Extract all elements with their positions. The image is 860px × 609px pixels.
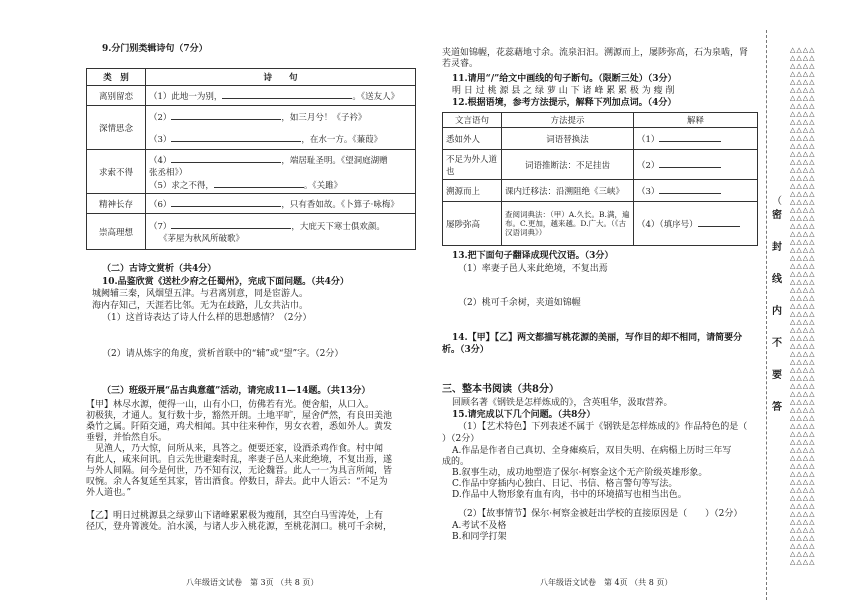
- q12-title: 12.根据语境，参考方法提示，解释下列加点词。（4分）: [452, 98, 677, 108]
- poem-line-1: 城阙辅三秦，风烟望五津。与君离别意，同是宦游人。: [92, 289, 309, 299]
- q13-title: 13.把下面句子翻译成现代汉语。（3分）: [452, 251, 614, 261]
- footer-left: 八年级语文试卷 第 3页 （共 8 页）: [186, 578, 319, 587]
- q11-title: 11.请用“/”给文中画线的句子断句。（限断三处）（3分）: [452, 74, 677, 84]
- category-cell: 离别留恋: [87, 86, 146, 106]
- q10-title: 10.品鉴欣赏《送杜少府之任蜀州》，完成下面问题。（共4分）: [102, 277, 349, 287]
- table-cell: 悉如外人: [443, 128, 502, 150]
- footer-right: 八年级语文试卷 第 4页 （共 8 页）: [540, 578, 673, 587]
- table-cell: （2）: [634, 150, 758, 180]
- poem-line-2: 海内存知己，天涯若比邻。无为在歧路，儿女共沾巾。: [92, 301, 309, 311]
- q9-title: 9.分门别类辑诗句（7分）: [102, 44, 208, 54]
- answer-blank[interactable]: [659, 158, 721, 168]
- q11-text: 明 日 过 桃 源 县 之 绿 萝 山 下 诸 峰 累 累 极 为 瘦 削: [452, 86, 675, 96]
- col-header: 解释: [634, 113, 758, 128]
- q14-title-cont: 析。（3分）: [442, 345, 489, 355]
- jia-passage: 【甲】林尽水源，便得一山，山有小口，仿佛若有光。便舍船，从口入。 初极狭，才通人。复行数十步，豁然开朗。土地平旷，屋舍俨然，有良田美池 桑竹之属。阡陌交通，鸡犬相闻。其中往来种作，男女衣着，悉如外人。黄发 垂髫，并怡然自乐。 见渔人，乃大惊，问所从来，具答之。便要还家，设酒杀鸡作食。村中闻 有此人，咸来问讯。自云先世避秦时乱，率妻子邑人来此绝境，不复出焉，遂 与外人间隔。问今是何世，乃不知有汉，无论魏晋。此人一一为具言所闻，皆 叹惋。余人各复延至其家，皆出酒食。停数日，辞去。此中人语云：“不足为 外人道也。”: [86, 400, 393, 498]
- table-cell: （1）: [634, 128, 758, 150]
- category-cell: 求索不得: [87, 150, 146, 194]
- q13-1: （1）率妻子邑人来此绝境，不复出焉: [458, 264, 608, 274]
- poem-cell: （7） ，大庇天下寒士俱欢颜。 《茅屋为秋风所破歌》: [146, 214, 416, 250]
- answer-blank[interactable]: [171, 153, 281, 163]
- table-cell: 词语推断法：不足挂齿: [502, 150, 634, 180]
- answer-blank[interactable]: [171, 132, 301, 142]
- poetry-table: [86, 68, 416, 250]
- col-header: 文言语句: [443, 113, 502, 128]
- option: A.作品是作者自己真切、全身瘫痪后，双目失明、在病榻上历时三年写: [452, 446, 732, 456]
- answer-blank[interactable]: [171, 197, 281, 207]
- poem-cell: （2） ，如三月兮！《子衿》 （3） ，在水一方。《蒹葭》: [146, 106, 416, 150]
- q12-table: [442, 112, 758, 246]
- yi-passage: 【乙】明日过桃源县之绿萝山下诸峰累累极为瘦削，其空白马雪涛处，上有 径仄，登舟箐渡处。泊水溪，与诸人步入桃花源，至桃花洞口。桃可千余树，: [86, 511, 393, 532]
- section-2-title: （二）古诗文赏析（共4分）: [102, 264, 217, 274]
- option: C.作品中穿插内心独白、日记、书信、格言警句等写法。: [452, 479, 678, 489]
- category-cell: 精神长存: [87, 194, 146, 214]
- answer-blank[interactable]: [222, 89, 352, 99]
- table-cell: （4）（填序号）: [634, 202, 758, 246]
- answer-blank[interactable]: [659, 132, 721, 142]
- q15-1-cont: ）（2分）: [442, 434, 480, 444]
- book-intro: 回顾名著《钢铁是怎样炼成的》，含英咀华，汲取营养。: [452, 398, 673, 408]
- table-cell: 溯源而上: [443, 180, 502, 202]
- table-cell: 词语替换法: [502, 128, 634, 150]
- section-whole-book: 三、整本书阅读（共8分）: [442, 384, 559, 395]
- q10-1: （1）这首诗表达了诗人什么样的思想感情？（2分）: [102, 313, 312, 323]
- poem-cell: （6） ，只有香如故。《卜算子·咏梅》: [146, 194, 416, 214]
- table-cell: 课内迁移法：沿溯阻绝《三峡》: [502, 180, 634, 202]
- option: 成的。: [442, 457, 470, 467]
- q15-title: 15.请完成以下几个问题。（共8分）: [452, 410, 596, 420]
- option: B.和同学打架: [452, 532, 507, 542]
- yi-continued: 夹道如锦幄，花蕊藉地寸余。流泉汩汩。溯源而上，屡陟弥高，石为泉啮，肾 若灵睿。: [442, 48, 749, 69]
- answer-blank[interactable]: [698, 217, 740, 227]
- col-header-category: 类 别: [87, 69, 146, 86]
- table-cell: 查阅词典法：（甲）A.久长。B.满，遍布。C.更加，越来越。D.广大。（《古汉语词典》）: [502, 202, 634, 246]
- col-header: 方法提示: [502, 113, 634, 128]
- col-header-lines: 诗 句: [146, 69, 416, 86]
- triangle-border-pattern: △△△△ △△△△ △△△△ △△△△ △△△△ △△△△ △△△△ △△△△ △△△△ △△△△ △△△△ △△△△ △△△△ △△△△ △△△△ △△△△ △△△△ △△△△ △△△△ △△△△ △△△△ △△△△ △△△△ △△△△ △△△△ △△△△ △△△△ △△△△ △△△△ △△△△ △△△△ △△△△ △△△△ △△△△ △△△△ △△△△ △△△△ △△△△ △△△△ △△△△ △△△△ △△△△ △△△△ △△△△ △△△△ △△△△ △△△△ △△△△ △△△△ △△△△ △△△△ △△△△ △△△△ △△△△ △△△△ △△△△ △△△△ △△△△ △△△△ △△△△ △△△△ △△△△ △△△△ △△△△ △△△△: [790, 46, 816, 566]
- table-cell: 屡陟弥高: [443, 202, 502, 246]
- table-cell: （3）: [634, 180, 758, 202]
- answer-blank[interactable]: [659, 184, 721, 194]
- answer-blank[interactable]: [171, 110, 281, 120]
- q13-2: （2）桃可千余树，夹道如锦幄: [458, 298, 581, 308]
- poem-cell: （4） ，端居耻圣明。《望洞庭湖赠 张丞相》） （5）求之不得， 。《关雎》: [146, 150, 416, 194]
- q15-1: （1）【艺术特色】下列表述不属于《钢铁是怎样炼成的》作品特色的是（: [458, 422, 748, 432]
- category-cell: 崇高理想: [87, 214, 146, 250]
- q15-1-options: [442, 446, 732, 501]
- q15-2: （2）【故事情节】保尔·柯察金被赶出学校的直接原因是（ ）（2分）: [458, 509, 743, 519]
- option: A.考试不及格: [452, 521, 507, 531]
- q10-2: （2）请从炼字的角度，赏析首联中的“辅”或“望”字。（2分）: [102, 349, 344, 359]
- poem-cell: （1）此地一为别， 。《送友人》: [146, 86, 416, 106]
- table-cell: 不足为外人道也: [443, 150, 502, 180]
- q14-title: 14.【甲】【乙】两文都描写桃花源的美丽，写作目的却不相同，请简要分: [452, 333, 743, 343]
- answer-blank[interactable]: [214, 178, 304, 188]
- seal-dashed-line: [766, 30, 767, 600]
- option: D.作品中人物形象有血有肉，书中的环境描写也相当出色。: [452, 490, 687, 500]
- category-cell: 深情思念: [87, 106, 146, 150]
- answer-blank[interactable]: [171, 219, 291, 229]
- option: B.叙事生动，成功地塑造了保尔·柯察金这个无产阶级英雄形象。: [452, 468, 708, 478]
- section-3-title: （三）班级开展“品古典意蕴”活动，请完成11—14题。（共13分）: [102, 386, 371, 396]
- q15-2-options: [452, 521, 506, 543]
